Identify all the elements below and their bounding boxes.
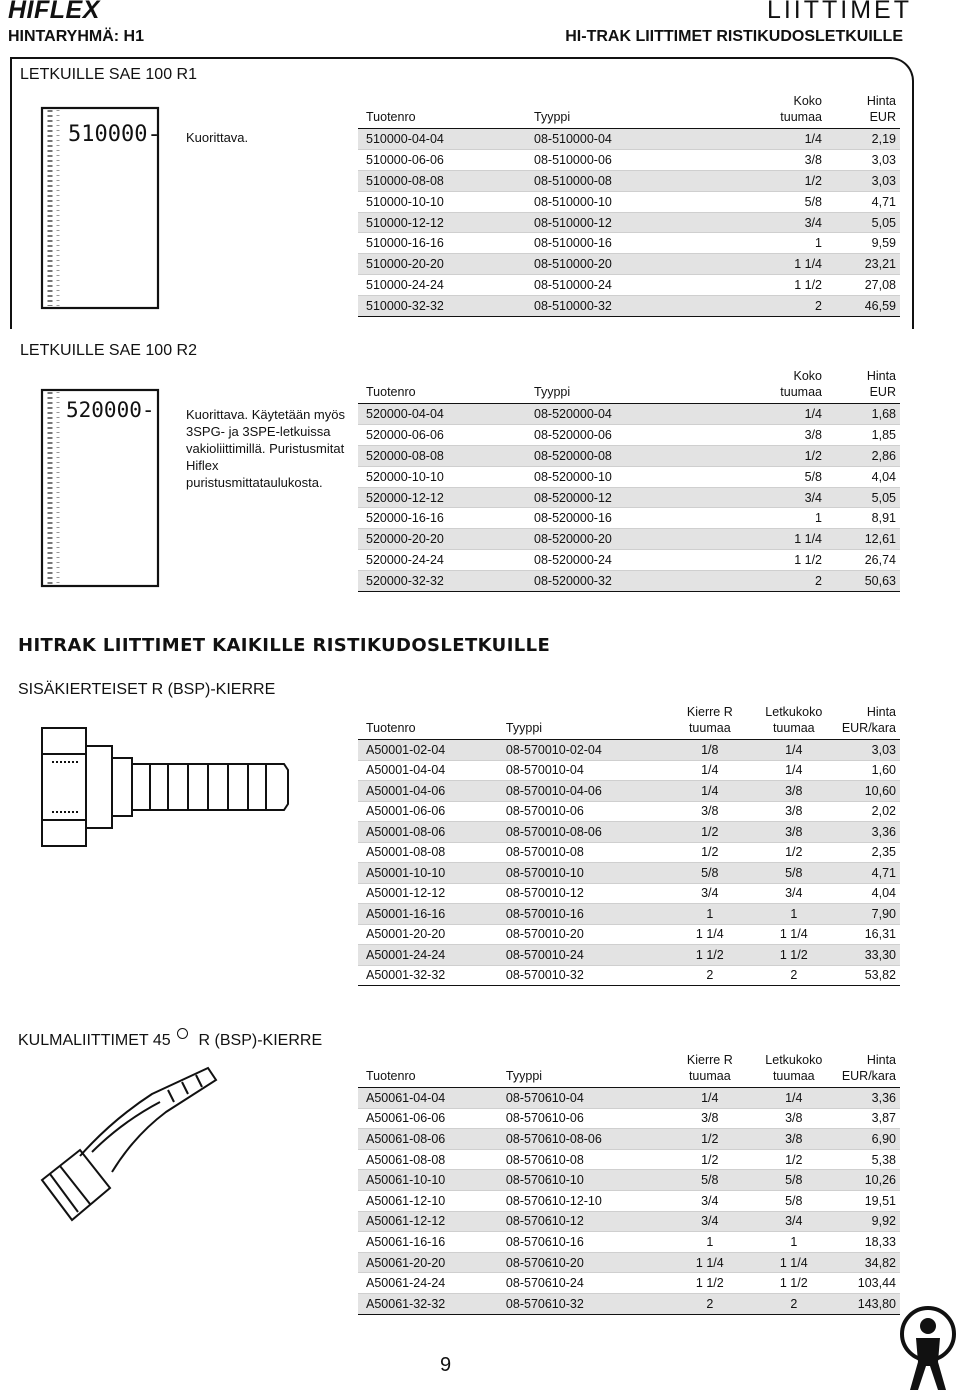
table-cell: 3/8 [785, 804, 803, 819]
section-heading-45deg-text: KULMALIITTIMET 45 [18, 1032, 171, 1049]
table-cell: 1/4 [716, 129, 826, 150]
table-header-row [358, 93, 900, 129]
table-row [358, 508, 900, 529]
table-cell: 08-510000-10 [534, 194, 612, 209]
table-cell: 3,03 [826, 170, 900, 191]
table-cell: 1 [750, 904, 834, 925]
col-header-type: Tyyppi [505, 1069, 543, 1083]
table-row [358, 296, 900, 317]
section-note-r1: Kuorittava. [186, 130, 249, 145]
table-cell: 3/4 [701, 886, 719, 901]
table-cell: 08-520000-04 [526, 404, 716, 425]
col-header-product-no: Tuotenro [366, 1069, 416, 1083]
table-cell: 08-510000-12 [526, 212, 716, 233]
price-table-45deg [358, 1052, 900, 1315]
table-cell: 1 1/2 [695, 1276, 724, 1291]
col-header-thread: Kierre R tuumaa [686, 1053, 733, 1083]
table-cell: 1/4 [716, 404, 826, 425]
table-cell: 08-520000-16 [534, 511, 612, 526]
elbow-fitting-image [32, 1060, 222, 1228]
table-cell: 1 1/4 [666, 1252, 750, 1273]
table-row [358, 1293, 900, 1314]
table-cell: 3/4 [716, 487, 826, 508]
table-cell: A50061-12-12 [358, 1211, 498, 1232]
ferrule-r2-label: 520000- [66, 398, 155, 422]
table-cell: 2 [716, 296, 826, 317]
table-cell: 1,60 [871, 763, 896, 778]
table-cell: A50061-08-06 [358, 1129, 498, 1150]
brand-logo-text: HIFLEX [8, 0, 100, 24]
table-row [358, 760, 900, 781]
col-header-product-no: Tuotenro [366, 721, 416, 735]
price-table-r1 [358, 93, 900, 317]
table-cell: 19,51 [864, 1193, 896, 1208]
table-cell: 5/8 [750, 1170, 834, 1191]
table-cell: 08-570010-02-04 [498, 740, 666, 761]
table-cell: 1 1/4 [716, 529, 826, 550]
table-row [358, 842, 900, 863]
table-row [358, 487, 900, 508]
table-cell: A50001-02-04 [358, 740, 498, 761]
table-cell: 08-570610-32 [498, 1293, 666, 1314]
table-cell: A50061-20-20 [358, 1252, 498, 1273]
table-cell: 1 1/4 [779, 927, 808, 942]
table-cell: 520000-12-12 [358, 487, 526, 508]
col-header-type: Tyyppi [534, 385, 571, 399]
table-cell: 1 [815, 511, 822, 526]
table-cell: A50001-20-20 [366, 927, 446, 942]
table-cell: 1 1/2 [794, 553, 822, 568]
table-cell: 6,90 [834, 1129, 900, 1150]
table-cell: 5/8 [750, 863, 834, 884]
table-cell: A50001-08-06 [358, 822, 498, 843]
section-heading-r2: LETKUILLE SAE 100 R2 [20, 342, 197, 359]
table-cell: A50061-24-24 [366, 1276, 446, 1291]
table-cell: 08-570010-08-06 [498, 822, 666, 843]
table-row [358, 883, 900, 904]
table-cell: 4,04 [871, 886, 896, 901]
table-cell: 2 [750, 1293, 834, 1314]
table-cell: 53,82 [864, 968, 896, 983]
col-header-size: Koko tuumaa [780, 94, 822, 124]
table-cell: 08-520000-10 [534, 469, 612, 484]
table-cell: 3,36 [834, 822, 900, 843]
table-cell: 08-570610-08-06 [498, 1129, 666, 1150]
table-row [358, 191, 900, 212]
table-cell: A50001-24-24 [358, 945, 498, 966]
table-row [358, 904, 900, 925]
table-cell: 08-570610-06 [505, 1111, 584, 1126]
table-cell: 08-510000-24 [534, 278, 612, 293]
table-row [358, 149, 900, 170]
table-cell: 4,71 [834, 863, 900, 884]
table-cell: 08-570610-04 [498, 1088, 666, 1109]
table-row [358, 740, 900, 761]
col-header-product-no: Tuotenro [366, 385, 416, 399]
table-cell: 08-570610-10 [498, 1170, 666, 1191]
table-header-row [358, 1052, 900, 1088]
table-cell: 520000-16-16 [366, 511, 444, 526]
table-row [358, 1170, 900, 1191]
table-cell: 1/4 [666, 1088, 750, 1109]
table-row [358, 924, 900, 945]
section-heading-45deg-suffix: R (BSP)-KIERRE [198, 1032, 323, 1049]
table-cell: 08-570610-16 [505, 1234, 584, 1249]
table-cell: 2 [666, 1293, 750, 1314]
table-row [358, 254, 900, 275]
table-cell: 08-510000-06 [534, 152, 612, 167]
table-cell: 4,71 [871, 194, 896, 209]
table-cell: 3/8 [804, 152, 822, 167]
col-header-type: Tyyppi [534, 110, 571, 124]
table-row [358, 233, 900, 254]
table-row [358, 1211, 900, 1232]
table-cell: 4,04 [871, 469, 896, 484]
table-cell: 08-510000-32 [526, 296, 716, 317]
col-header-product-no: Tuotenro [366, 110, 416, 124]
table-cell: 1 [666, 904, 750, 925]
table-cell: 3,36 [834, 1088, 900, 1109]
page-subtitle: HI-TRAK LIITTIMET RISTIKUDOSLETKUILLE [565, 28, 903, 45]
table-cell: 510000-06-06 [366, 152, 444, 167]
table-cell: 1/4 [750, 740, 834, 761]
table-cell: A50061-12-10 [366, 1193, 446, 1208]
table-row [358, 965, 900, 986]
table-cell: 1/4 [666, 781, 750, 802]
table-cell: 9,92 [834, 1211, 900, 1232]
table-cell: 1 [815, 236, 822, 251]
table-cell: 08-510000-16 [534, 236, 612, 251]
table-cell: 5,05 [826, 212, 900, 233]
table-cell: 10,60 [834, 781, 900, 802]
table-cell: 08-570010-32 [505, 968, 584, 983]
ferrule-r1-label: 510000- [68, 122, 161, 147]
table-row [358, 822, 900, 843]
table-cell: A50001-12-12 [366, 886, 446, 901]
table-cell: 520000-10-10 [366, 469, 444, 484]
table-cell: 9,59 [871, 236, 896, 251]
table-cell: 103,44 [857, 1276, 896, 1291]
col-header-price: Hinta EUR [866, 94, 896, 124]
table-cell: 08-510000-08 [526, 170, 716, 191]
table-cell: 3,87 [871, 1111, 896, 1126]
table-cell: 2,02 [871, 804, 896, 819]
table-cell: 1 1/2 [750, 945, 834, 966]
table-cell: 08-570010-04 [505, 763, 584, 778]
table-cell: 08-570010-24 [498, 945, 666, 966]
table-cell: 1 [706, 1234, 714, 1249]
table-cell: 08-570610-08 [505, 1152, 584, 1167]
table-cell: 1 1/4 [716, 254, 826, 275]
table-row [358, 404, 900, 425]
table-row [358, 1108, 900, 1129]
table-cell: 08-520000-32 [526, 571, 716, 592]
col-header-price: Hinta EUR/kara [841, 1053, 896, 1083]
section-heading-r1: LETKUILLE SAE 100 R1 [20, 66, 197, 83]
table-cell: 5/8 [666, 1170, 750, 1191]
section-heading-bsp: SISÄKIERTEISET R (BSP)-KIERRE [18, 681, 276, 698]
table-cell: 1/8 [666, 740, 750, 761]
table-cell: 520000-08-08 [358, 445, 526, 466]
table-row [358, 466, 900, 487]
table-cell: 26,74 [864, 553, 896, 568]
col-header-price: Hinta EUR/kara [841, 705, 896, 735]
table-cell: 10,26 [834, 1170, 900, 1191]
table-row [358, 1252, 900, 1273]
table-cell: 3,03 [834, 740, 900, 761]
table-cell: 12,61 [826, 529, 900, 550]
table-cell: A50001-06-06 [366, 804, 446, 819]
table-cell: 1/4 [701, 763, 719, 778]
table-row [358, 945, 900, 966]
table-row [358, 550, 900, 571]
col-header-type: Tyyppi [505, 721, 543, 735]
table-cell: 3/8 [785, 1111, 803, 1126]
table-cell: 2 [716, 571, 826, 592]
table-cell: 3/8 [804, 427, 822, 442]
table-cell: 510000-08-08 [358, 170, 526, 191]
table-cell: 1 1/2 [794, 278, 822, 293]
table-cell: 3/8 [701, 1111, 719, 1126]
table-cell: 1/2 [666, 822, 750, 843]
main-section-heading: HITRAK LIITTIMET KAIKILLE RISTIKUDOSLETKUILLE [18, 635, 551, 656]
table-row [358, 424, 900, 445]
table-cell: 3,03 [871, 152, 896, 167]
table-cell: 08-570010-12 [505, 886, 584, 901]
table-cell: A50061-10-10 [358, 1170, 498, 1191]
table-cell: 08-520000-06 [534, 427, 612, 442]
table-cell: 08-570010-08 [505, 845, 584, 860]
table-cell: 08-570610-20 [498, 1252, 666, 1273]
table-cell: 3/4 [666, 1211, 750, 1232]
table-cell: 1 1/2 [666, 945, 750, 966]
page-title: LIITTIMET [766, 0, 912, 24]
table-cell: 510000-20-20 [358, 254, 526, 275]
table-cell: 08-520000-20 [526, 529, 716, 550]
table-cell: 520000-24-24 [366, 553, 444, 568]
table-cell: 08-520000-24 [534, 553, 612, 568]
table-row [358, 1232, 900, 1253]
table-cell: 5,38 [871, 1152, 896, 1167]
table-cell: 520000-20-20 [358, 529, 526, 550]
table-cell: 1/4 [750, 1088, 834, 1109]
table-cell: 1/2 [785, 1152, 803, 1167]
table-cell: 3/8 [750, 822, 834, 843]
worker-logo-icon [898, 1304, 958, 1394]
table-cell: 5/8 [785, 1193, 803, 1208]
table-row [358, 1088, 900, 1109]
table-cell: 520000-06-06 [366, 427, 444, 442]
col-header-thread: Kierre R tuumaa [686, 705, 733, 735]
table-cell: 520000-32-32 [358, 571, 526, 592]
table-cell: 3/8 [750, 781, 834, 802]
table-cell: 08-570010-06 [505, 804, 584, 819]
table-cell: 1/2 [716, 170, 826, 191]
table-cell: 7,90 [834, 904, 900, 925]
table-row [358, 801, 900, 822]
table-cell: 08-570610-12 [498, 1211, 666, 1232]
table-row [358, 275, 900, 296]
col-header-size: Koko tuumaa [780, 369, 822, 399]
table-row [358, 529, 900, 550]
table-row [358, 571, 900, 592]
page-number: 9 [440, 1354, 452, 1376]
table-cell: A50001-10-10 [358, 863, 498, 884]
table-cell: A50061-04-04 [358, 1088, 498, 1109]
table-header-row [358, 704, 900, 740]
table-row [358, 781, 900, 802]
col-header-hose-size: Letkukoko tuumaa [765, 705, 823, 735]
table-cell: 510000-24-24 [366, 278, 444, 293]
col-header-price: Hinta EUR [866, 369, 896, 399]
table-cell: 08-570610-24 [505, 1276, 584, 1291]
straight-fitting-image [38, 718, 294, 858]
table-cell: 34,82 [834, 1252, 900, 1273]
table-cell: A50061-16-16 [366, 1234, 446, 1249]
table-cell: 08-520000-12 [526, 487, 716, 508]
table-cell: 08-570010-04-06 [498, 781, 666, 802]
table-cell: A50001-32-32 [366, 968, 446, 983]
table-cell: 143,80 [834, 1293, 900, 1314]
table-cell: 3/4 [701, 1193, 719, 1208]
table-cell: A50001-16-16 [358, 904, 498, 925]
table-cell: A50001-04-06 [358, 781, 498, 802]
table-cell: 3/4 [716, 212, 826, 233]
table-cell: 1 1/4 [750, 1252, 834, 1273]
table-cell: 520000-04-04 [358, 404, 526, 425]
table-cell: 5/8 [666, 863, 750, 884]
table-cell: 2,86 [826, 445, 900, 466]
table-cell: 27,08 [864, 278, 896, 293]
table-cell: 50,63 [826, 571, 900, 592]
table-cell: A50001-08-08 [366, 845, 446, 860]
table-cell: 08-570610-12-10 [505, 1193, 602, 1208]
table-row [358, 1129, 900, 1150]
table-cell: 1 [790, 1234, 798, 1249]
table-cell: 08-510000-04 [526, 129, 716, 150]
table-cell: 23,21 [826, 254, 900, 275]
table-row [358, 129, 900, 150]
table-cell: 1/2 [666, 1129, 750, 1150]
table-cell: 1 1/2 [779, 1276, 808, 1291]
col-header-hose-size: Letkukoko tuumaa [765, 1053, 823, 1083]
table-cell: 1/2 [785, 845, 803, 860]
table-cell: A50001-04-04 [366, 763, 446, 778]
table-row [358, 863, 900, 884]
table-cell: 1 1/4 [695, 927, 724, 942]
table-cell: 510000-32-32 [358, 296, 526, 317]
table-cell: 1/2 [701, 1152, 719, 1167]
section-note-r2: Kuorittava. Käytetään myös 3SPG- ja 3SPE-letkuissa vakioliittimillä. Puristusmitat Hiflex puristusmittataulukosta. [186, 407, 345, 490]
table-cell: 08-570010-16 [498, 904, 666, 925]
table-cell: 1/4 [785, 763, 803, 778]
table-cell: 510000-16-16 [366, 236, 444, 251]
table-cell: 510000-10-10 [366, 194, 444, 209]
table-cell: 5/8 [804, 194, 822, 209]
price-table-r2 [358, 368, 900, 592]
table-cell: 510000-12-12 [358, 212, 526, 233]
table-cell: 3/8 [701, 804, 719, 819]
table-cell: 08-520000-08 [526, 445, 716, 466]
table-cell: A50061-32-32 [358, 1293, 498, 1314]
table-row [358, 1149, 900, 1170]
table-cell: 5,05 [826, 487, 900, 508]
table-row [358, 212, 900, 233]
degree-symbol [177, 1028, 188, 1039]
table-cell: 8,91 [871, 511, 896, 526]
table-cell: 08-570010-20 [505, 927, 584, 942]
table-row [358, 1190, 900, 1211]
table-cell: A50061-06-06 [366, 1111, 446, 1126]
table-cell: 2 [790, 968, 798, 983]
table-cell: 16,31 [864, 927, 896, 942]
table-cell: 3/4 [750, 1211, 834, 1232]
table-cell: 2,35 [871, 845, 896, 860]
table-cell: 1,85 [871, 427, 896, 442]
table-cell: A50061-08-08 [366, 1152, 446, 1167]
price-group: HINTARYHMÄ: H1 [8, 28, 144, 45]
table-cell: 510000-04-04 [358, 129, 526, 150]
table-cell: 18,33 [864, 1234, 896, 1249]
table-cell: 2,19 [826, 129, 900, 150]
price-table-bsp [358, 704, 900, 986]
table-cell: 33,30 [834, 945, 900, 966]
table-row [358, 170, 900, 191]
table-cell: 1/2 [701, 845, 719, 860]
table-cell: 46,59 [826, 296, 900, 317]
table-cell: 1/2 [716, 445, 826, 466]
table-cell: 3/4 [785, 886, 803, 901]
table-cell: 5/8 [804, 469, 822, 484]
table-cell: 08-570010-10 [498, 863, 666, 884]
table-cell: 1,68 [826, 404, 900, 425]
table-cell: 08-510000-20 [526, 254, 716, 275]
table-cell: 2 [706, 968, 714, 983]
table-cell: 3/8 [750, 1129, 834, 1150]
table-row [358, 445, 900, 466]
table-header-row [358, 368, 900, 404]
section-heading-45deg [18, 1028, 322, 1050]
table-row [358, 1273, 900, 1294]
